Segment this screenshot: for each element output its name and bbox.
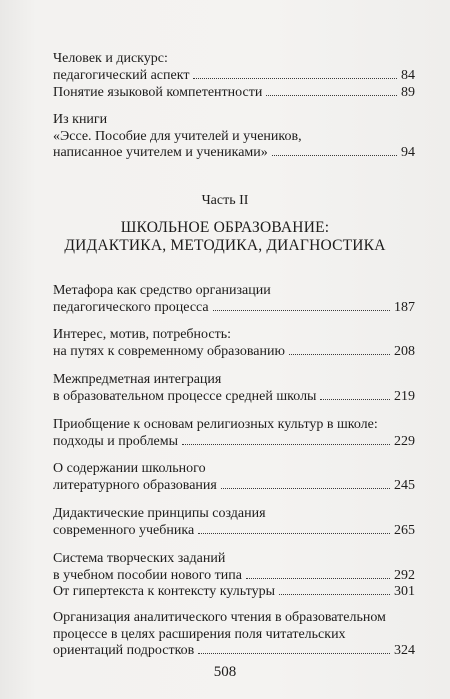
toc-entry-text: Интерес, мотив, потребность:	[53, 327, 231, 342]
dot-leader	[279, 594, 390, 595]
toc-entry	[53, 551, 415, 584]
part-title	[0, 219, 450, 255]
toc-page-number: 219	[394, 388, 415, 404]
toc-entry-text: Понятие языковой компетентности	[53, 85, 263, 100]
toc-entry-text: педагогический аспект	[53, 67, 190, 83]
dot-leader	[213, 310, 390, 311]
toc-entry-text: Система творческих заданий	[53, 551, 226, 566]
toc-page-number: 84	[401, 67, 415, 83]
toc-entry-text: Межпредметная интеграция	[53, 372, 222, 387]
dot-leader	[182, 444, 390, 445]
toc-page-number: 245	[394, 477, 415, 493]
toc-entry	[53, 417, 415, 450]
toc-entry-text: Из книги	[53, 112, 108, 127]
toc-entry	[53, 506, 415, 539]
toc-entry-text: От гипертекста к контексту культуры	[53, 584, 275, 599]
toc-entry-text: ориентаций подростков	[53, 643, 195, 658]
dot-leader	[320, 399, 390, 400]
part-title-line: ДИДАКТИКА, МЕТОДИКА, ДИАГНОСТИКА	[64, 237, 386, 254]
dot-leader	[193, 78, 397, 79]
toc-entry-text: Человек и дискурс:	[53, 51, 168, 66]
page-number: 508	[213, 664, 237, 680]
toc-entry-text: в образовательном процессе средней школы	[53, 388, 317, 404]
toc-page-number: 229	[394, 433, 415, 449]
dot-leader	[266, 95, 397, 96]
dot-leader	[198, 533, 390, 534]
toc-entry	[53, 112, 415, 162]
dot-leader	[221, 488, 390, 489]
toc-entry	[53, 85, 415, 102]
part-title-line: ШКОЛЬНОЕ ОБРАЗОВАНИЕ:	[120, 219, 330, 236]
toc-entry-text: современного учебника	[53, 522, 195, 538]
part-label: Часть II	[201, 193, 249, 208]
toc-entry-text: подходы и проблемы	[53, 433, 179, 449]
dot-leader	[246, 578, 390, 579]
toc-page-number: 292	[394, 567, 415, 583]
toc-page-number: 324	[394, 643, 415, 658]
toc-entry-text: процессе в целях расширения поля читательских	[53, 626, 346, 642]
toc-entry	[53, 372, 415, 405]
dot-leader	[289, 354, 390, 355]
toc-entry	[53, 461, 415, 494]
toc-page-number: 187	[394, 299, 415, 315]
toc-entry-text: Дидактические принципы создания	[53, 506, 266, 521]
toc-entry-text: в учебном пособии нового типа	[53, 567, 242, 583]
toc-entry	[53, 51, 415, 84]
toc-entry-text: на путях к современному образованию	[53, 343, 285, 359]
toc-entry-text: О содержании школьного	[53, 461, 206, 476]
toc-entry-text: Приобщение к основам религиозных культур в школе:	[53, 417, 378, 432]
toc-entry-text: педагогического процесса	[53, 299, 209, 315]
toc-page-number: 94	[401, 145, 415, 160]
toc-entry-text: написанное учителем и учениками»	[53, 145, 268, 160]
toc-entry-text: Организация аналитического чтения в образовательном	[53, 610, 386, 625]
toc-entry-text: Метафора как средство организации	[53, 283, 271, 298]
toc-entry-text: литературного образования	[53, 477, 217, 493]
dot-leader	[198, 653, 390, 654]
toc-entry	[53, 283, 415, 316]
toc-page-number: 89	[401, 85, 415, 100]
toc-page-number: 265	[394, 522, 415, 538]
toc-entry-text: «Эссе. Пособие для учителей и учеников,	[53, 128, 302, 144]
toc-entry	[53, 584, 415, 601]
toc-page-number: 208	[394, 343, 415, 359]
toc-page-number: 301	[394, 584, 415, 599]
toc-entry	[53, 610, 415, 660]
dot-leader	[272, 155, 397, 156]
toc-entry	[53, 327, 415, 360]
